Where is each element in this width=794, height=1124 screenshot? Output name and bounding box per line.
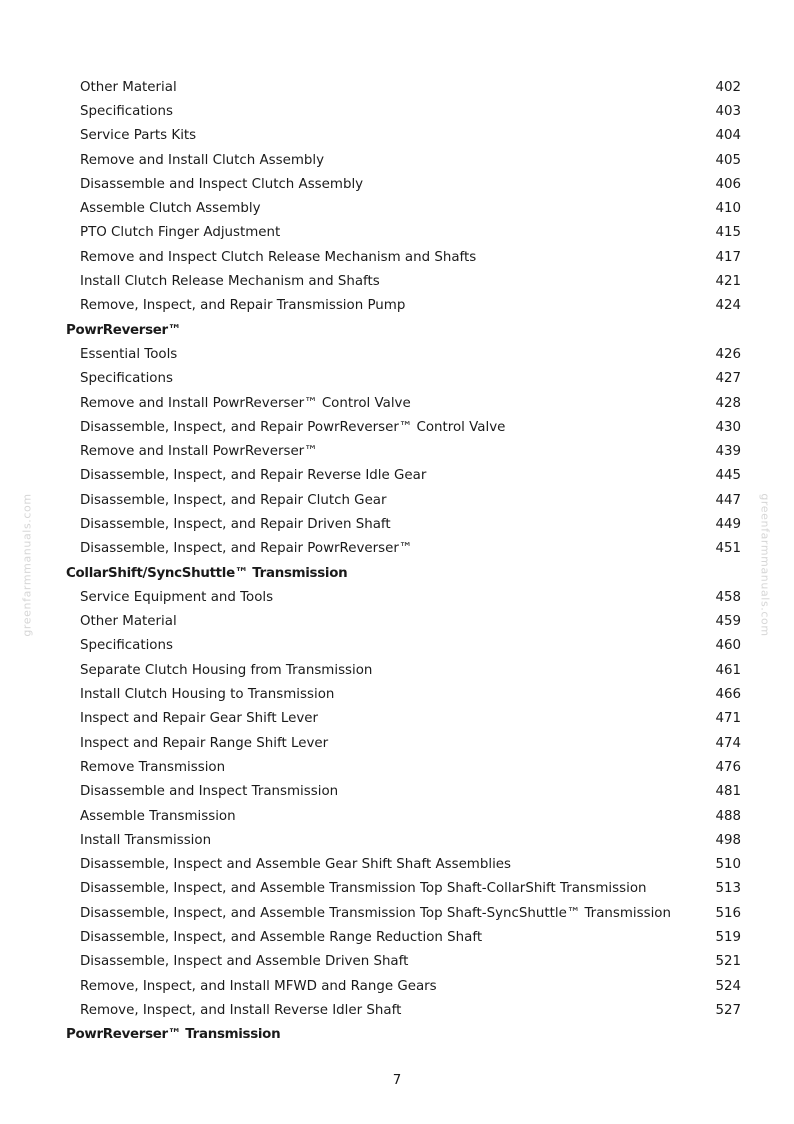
toc-entry[interactable] (66, 585, 746, 609)
toc-entry[interactable] (66, 901, 746, 925)
entry-page-number: 427 (715, 371, 741, 387)
toc-entry[interactable] (66, 853, 746, 877)
entry-page-number: 527 (715, 1002, 741, 1018)
entry-title: Disassemble, Inspect, and Assemble Range Reduction Shaft (80, 930, 483, 946)
toc-entry[interactable] (66, 707, 746, 731)
entry-title: Remove and Install PowrReverser™ Control Valve (80, 395, 411, 411)
entry-title: Remove and Install Clutch Assembly (80, 152, 325, 168)
entry-page-number: 424 (715, 298, 741, 314)
toc-entry[interactable] (66, 610, 746, 634)
entry-page-number: 410 (715, 201, 741, 217)
entry-page-number: 519 (715, 930, 741, 946)
toc-entry[interactable] (66, 537, 746, 561)
entry-page-number: 403 (715, 103, 741, 119)
entry-title: Inspect and Repair Range Shift Lever (80, 735, 329, 751)
watermark-right: greenfarmmanuals.com (758, 493, 772, 637)
toc-entry[interactable] (66, 925, 746, 949)
entry-page-number: 426 (715, 346, 741, 362)
entry-title: Assemble Transmission (80, 808, 236, 824)
entry-page-number: 474 (715, 735, 741, 751)
entry-page-number: 524 (715, 978, 741, 994)
toc-entry[interactable] (66, 950, 746, 974)
section-title: PowrReverser™ (66, 322, 181, 338)
toc-entry[interactable] (66, 75, 746, 99)
toc-entry[interactable] (66, 415, 746, 439)
toc-entry[interactable] (66, 731, 746, 755)
toc-entry[interactable] (66, 974, 746, 998)
entry-title: Service Parts Kits (80, 128, 197, 144)
entry-title: Disassemble, Inspect, and Repair PowrReverser™ (80, 541, 413, 557)
entry-title: Remove and Install PowrReverser™ (80, 444, 318, 460)
toc-entry[interactable] (66, 172, 746, 196)
entry-page-number: 459 (715, 614, 741, 630)
entry-title: Disassemble and Inspect Clutch Assembly (80, 176, 364, 192)
entry-title: Remove and Inspect Clutch Release Mechanism and Shafts (80, 249, 477, 265)
entry-title: Install Clutch Housing to Transmission (80, 687, 335, 703)
entry-page-number: 439 (715, 444, 741, 460)
entry-page-number: 447 (715, 492, 741, 508)
entry-title: Remove, Inspect, and Install Reverse Idler Shaft (80, 1002, 402, 1018)
entry-title: Inspect and Repair Gear Shift Lever (80, 711, 319, 727)
toc-entry[interactable] (66, 124, 746, 148)
entry-title: Essential Tools (80, 346, 178, 362)
entry-page-number: 476 (715, 759, 741, 775)
toc-entry[interactable] (66, 269, 746, 293)
page-number: 7 (392, 1073, 402, 1088)
entry-title: Install Transmission (80, 832, 212, 848)
entry-page-number: 471 (715, 711, 741, 727)
entry-page-number: 406 (715, 176, 741, 192)
toc-entry[interactable] (66, 755, 746, 779)
entry-title: Install Clutch Release Mechanism and Shafts (80, 274, 380, 290)
entry-title: Remove, Inspect, and Repair Transmission Pump (80, 298, 406, 314)
entry-page-number: 415 (715, 225, 741, 241)
watermark-left: greenfarmmanuals.com (20, 493, 34, 637)
entry-page-number: 451 (715, 541, 741, 557)
entry-title: Disassemble, Inspect, and Repair Clutch Gear (80, 492, 387, 508)
entry-page-number: 498 (715, 832, 741, 848)
toc-entry[interactable] (66, 342, 746, 366)
entry-page-number: 481 (715, 784, 741, 800)
toc-entry[interactable] (66, 148, 746, 172)
entry-page-number: 521 (715, 954, 741, 970)
entry-page-number: 449 (715, 516, 741, 532)
toc-entry[interactable] (66, 196, 746, 220)
entry-page-number: 445 (715, 468, 741, 484)
entry-title: Disassemble, Inspect and Assemble Gear Shift Shaft Assemblies (80, 857, 512, 873)
entry-title: PTO Clutch Finger Adjustment (80, 225, 281, 241)
entry-title: Disassemble, Inspect, and Repair PowrReverser™ Control Valve (80, 419, 506, 435)
entry-title: Assemble Clutch Assembly (80, 201, 261, 217)
entry-page-number: 461 (715, 662, 741, 678)
toc-entry[interactable] (66, 682, 746, 706)
toc-entry[interactable] (66, 634, 746, 658)
entry-page-number: 466 (715, 687, 741, 703)
entry-title: Remove, Inspect, and Install MFWD and Range Gears (80, 978, 437, 994)
toc-entry[interactable] (66, 464, 746, 488)
entry-page-number: 460 (715, 638, 741, 654)
toc-entry[interactable] (66, 99, 746, 123)
entry-page-number: 430 (715, 419, 741, 435)
toc-entry[interactable] (66, 658, 746, 682)
entry-title: Other Material (80, 79, 177, 95)
toc-entry[interactable] (66, 367, 746, 391)
entry-page-number: 458 (715, 589, 741, 605)
entry-title: Service Equipment and Tools (80, 589, 274, 605)
entry-page-number: 428 (715, 395, 741, 411)
section-title: CollarShift/SyncShuttle™ Transmission (66, 565, 348, 581)
toc-entry[interactable] (66, 828, 746, 852)
toc-entry[interactable] (66, 877, 746, 901)
entry-title: Disassemble, Inspect and Assemble Driven Shaft (80, 954, 409, 970)
entry-title: Specifications (80, 638, 173, 654)
toc-entry[interactable] (66, 221, 746, 245)
toc-entry[interactable] (66, 439, 746, 463)
entry-title: Specifications (80, 371, 173, 387)
entry-page-number: 405 (715, 152, 741, 168)
entry-title: Disassemble, Inspect, and Repair Driven Shaft (80, 516, 391, 532)
toc-section-heading (66, 561, 746, 585)
entry-title: Specifications (80, 103, 173, 119)
entry-page-number: 421 (715, 274, 741, 290)
entry-page-number: 513 (715, 881, 741, 897)
entry-title: Disassemble and Inspect Transmission (80, 784, 339, 800)
entry-page-number: 417 (715, 249, 741, 265)
toc-entry[interactable] (66, 294, 746, 318)
entry-title: Separate Clutch Housing from Transmission (80, 662, 373, 678)
entry-title: Remove Transmission (80, 759, 226, 775)
toc-entry[interactable] (66, 391, 746, 415)
toc-section-heading (66, 1023, 746, 1047)
entry-title: Other Material (80, 614, 177, 630)
toc-entry[interactable] (66, 998, 746, 1022)
entry-title: Disassemble, Inspect, and Assemble Transmission Top Shaft-SyncShuttle™ Transmission (80, 905, 671, 921)
toc-entry[interactable] (66, 245, 746, 269)
section-title: PowrReverser™ Transmission (66, 1027, 281, 1043)
toc-entry[interactable] (66, 804, 746, 828)
table-of-contents (66, 75, 746, 1047)
toc-entry[interactable] (66, 512, 746, 536)
entry-page-number: 402 (715, 79, 741, 95)
toc-section-heading (66, 318, 746, 342)
entry-title: Disassemble, Inspect, and Repair Reverse Idle Gear (80, 468, 427, 484)
entry-page-number: 404 (715, 128, 741, 144)
entry-page-number: 488 (715, 808, 741, 824)
entry-page-number: 516 (715, 905, 741, 921)
toc-entry[interactable] (66, 488, 746, 512)
entry-title: Disassemble, Inspect, and Assemble Transmission Top Shaft-CollarShift Transmission (80, 881, 647, 897)
toc-entry[interactable] (66, 780, 746, 804)
entry-page-number: 510 (715, 857, 741, 873)
